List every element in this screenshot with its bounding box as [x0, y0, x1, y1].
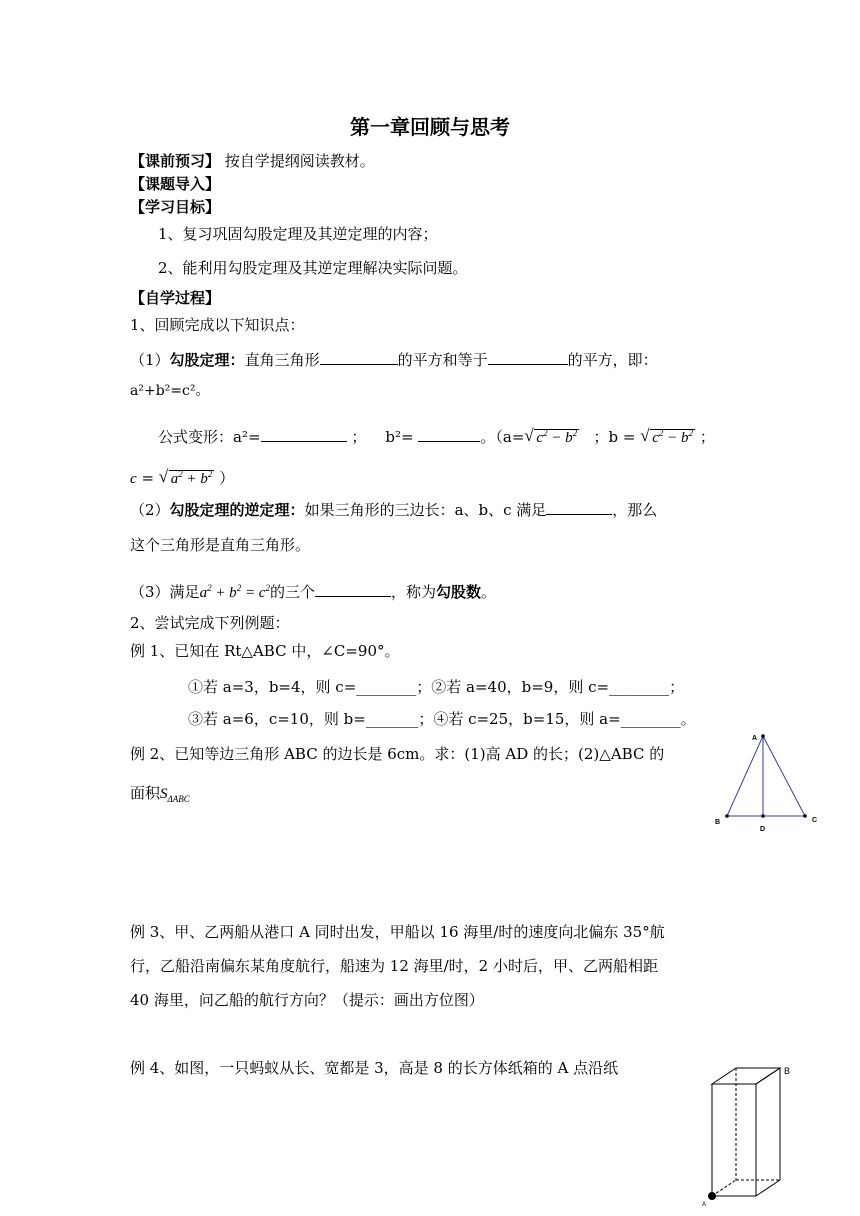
example-2-line-2 — [130, 782, 190, 805]
point-a — [761, 734, 765, 738]
p3-end: 。 — [481, 583, 497, 601]
blank-b2[interactable] — [418, 425, 480, 442]
p1-label: 勾股定理： — [169, 351, 245, 369]
box-hidden-edges — [712, 1068, 780, 1196]
area-subscript: ΔABC — [167, 794, 190, 804]
point-a-dot — [708, 1192, 716, 1200]
section-2-heading: 2、尝试完成下列例题： — [130, 614, 290, 632]
blank-4[interactable] — [315, 580, 391, 597]
example-1-line-2: ③若 a=6，c=10，则 b=_______；④若 c=25，b=15，则 a=________。 — [188, 710, 696, 728]
goal-item-2: 2、能利用勾股定理及其逆定理解决实际问题。 — [158, 259, 468, 277]
transform-sep: ； — [351, 428, 367, 446]
converse-theorem-line-2: 这个三角形是直角三角形。 — [130, 536, 311, 554]
example-4-text: 例 4、如图，一只蚂蚁从长、宽都是 3，高是 8 的长方体纸箱的 A 点沿纸 — [130, 1059, 619, 1077]
label-b: B — [715, 819, 721, 826]
p2-num: （2） — [130, 501, 170, 519]
label-d: D — [760, 826, 766, 833]
transform-semi: ； — [699, 428, 715, 446]
triple-equation: $a^2 + b^2 = c^2$ — [199, 583, 270, 601]
area-symbol: $S_{\Delta ABC}$ — [160, 786, 190, 804]
box-figure — [700, 1060, 810, 1210]
p2-text-2: ，那么 — [612, 501, 658, 519]
transform-end: 。（a= — [480, 428, 525, 446]
triangle-lines — [727, 736, 805, 816]
example-2-area-label: 面积 — [130, 784, 161, 802]
formula-transform-line — [158, 425, 715, 449]
process-header: 【自学过程】 — [130, 289, 221, 307]
p3-text-1: 满足 — [169, 583, 200, 601]
blank-2[interactable] — [488, 348, 568, 365]
p1-text-3: 的平方，即： — [567, 351, 658, 369]
pythagorean-formula: a²+b²=c²。 — [130, 383, 210, 399]
side-ab — [727, 736, 763, 816]
box-solid-edges — [712, 1068, 780, 1196]
goal-item-1: 1、复习巩固勾股定理及其逆定理的内容； — [158, 225, 438, 243]
transform-label: 公式变形：a²= — [158, 428, 261, 446]
c-var: c — [130, 471, 137, 487]
sqrt-c2-minus-b2-b: √ $c^2 - b^2$ — [640, 426, 694, 446]
box-top-face — [712, 1068, 780, 1084]
converse-theorem-line — [130, 498, 657, 521]
example-3-line-3: 40 海里，问乙船的航行方向？（提示：画出方位图） — [130, 991, 484, 1009]
box-edge-top-right — [756, 1068, 780, 1084]
p3-num: （3） — [130, 583, 170, 601]
blank-3[interactable] — [546, 498, 612, 515]
transform-close: ） — [219, 469, 235, 487]
label-a: A — [752, 735, 758, 742]
goals-header: 【学习目标】 — [130, 198, 221, 216]
point-b — [725, 814, 729, 818]
blank-a2[interactable] — [261, 425, 347, 442]
transform-b-eq: ；b = — [593, 428, 636, 446]
point-d — [761, 814, 765, 818]
box-front-face — [712, 1084, 756, 1196]
p3-bold: 勾股数 — [436, 583, 482, 601]
box-hidden-left — [712, 1180, 736, 1196]
point-c — [803, 814, 807, 818]
example-1-line-1: ①若 a=3，b=4，则 c=________；②若 a=40，b=9，则 c=________； — [188, 678, 685, 696]
example-2-line-1: 例 2、已知等边三角形 ABC 的边长是 6cm。求：(1)高 AD 的长；(2)△ABC 的 — [130, 745, 665, 763]
box-edge-bottom-right — [756, 1180, 780, 1196]
p2-text-1: 如果三角形的三边长：a、b、c 满足 — [304, 501, 547, 519]
p2-label: 勾股定理的逆定理： — [169, 501, 305, 519]
example-1-text: 例 1、已知在 Rt△ABC 中，∠C=90°。 — [130, 642, 400, 660]
formula-c-line: c = √ $a^2 + b^2$ ） — [130, 467, 234, 490]
triangle-figure — [706, 728, 826, 838]
box-label-b: B — [784, 1066, 791, 1076]
sqrt-a2-plus-b2: √ $a^2 + b^2$ — [158, 467, 213, 487]
p1-text-2: 的平方和等于 — [397, 351, 488, 369]
blank-1[interactable] — [320, 348, 398, 365]
section-1-heading: 1、回顾完成以下知识点： — [130, 316, 305, 334]
example-3-line-2: 行，乙船沿南偏东某角度航行，船速为 12 海里/时，2 小时后，甲、乙两船相距 — [130, 957, 658, 975]
preview-line — [130, 150, 375, 172]
page-title: 第一章回顾与思考 — [350, 115, 510, 139]
example-3-line-1: 例 3、甲、乙两船从港口 A 同时出发，甲船以 16 海里/时的速度向北偏东 35°航 — [130, 923, 665, 941]
label-c: C — [812, 817, 818, 824]
p1-num: （1） — [130, 351, 170, 369]
box-label-a: A — [702, 1202, 707, 1208]
p3-text-3: ，称为 — [390, 583, 436, 601]
pythagorean-theorem-line — [130, 348, 658, 371]
sqrt-c2-minus-b2-a: √ $c^2 - b^2$ — [524, 426, 578, 446]
intro-header: 【课题导入】 — [130, 175, 221, 193]
side-ac — [763, 736, 805, 816]
pythagorean-triple-line — [130, 580, 496, 604]
preview-header: 【课前预习】 — [130, 152, 221, 170]
p1-text-1: 直角三角形 — [244, 351, 320, 369]
preview-text: 按自学提纲阅读教材。 — [224, 152, 375, 170]
p3-text-2: 的三个 — [269, 583, 315, 601]
transform-b2: b²= — [385, 428, 414, 446]
